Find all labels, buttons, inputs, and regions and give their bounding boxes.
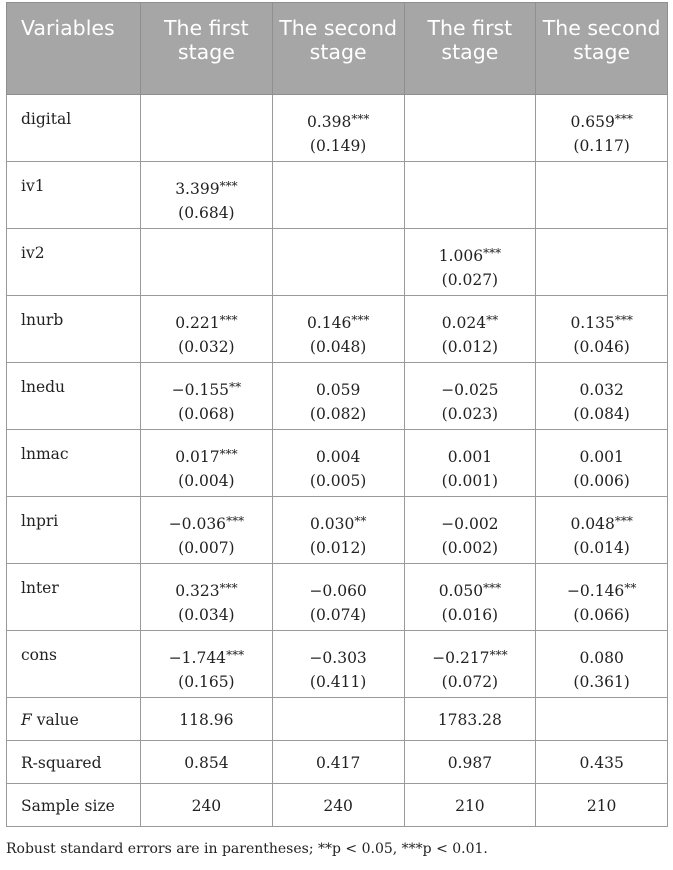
f-letter: F xyxy=(21,711,32,729)
coef: 0.059 xyxy=(315,381,361,399)
cell xyxy=(272,229,404,296)
regression-table-container xyxy=(6,2,667,827)
cell xyxy=(141,229,273,296)
coef: −0.303 xyxy=(309,649,367,667)
table-row xyxy=(7,162,668,229)
std-error: (0.066) xyxy=(573,606,630,624)
r-squared-row xyxy=(7,741,668,784)
significance: *** xyxy=(351,313,370,327)
cell xyxy=(536,497,668,564)
significance: *** xyxy=(351,112,370,126)
header-first-stage-2: The first stage xyxy=(404,3,536,95)
coef: 0.398 xyxy=(306,113,352,131)
row-label: lnurb xyxy=(7,296,141,363)
significance: *** xyxy=(219,447,238,461)
coef: −0.036 xyxy=(168,515,227,533)
cell xyxy=(404,229,536,296)
coef: 0.050 xyxy=(438,582,484,600)
cell xyxy=(404,430,536,497)
coef: 0.001 xyxy=(579,448,624,466)
r-squared-cell: 0.417 xyxy=(272,741,404,784)
significance: *** xyxy=(226,514,245,528)
coef: −0.155 xyxy=(171,381,230,399)
f-label-text: value xyxy=(31,711,79,729)
cell xyxy=(272,162,404,229)
std-error: (0.082) xyxy=(309,405,367,423)
table-body xyxy=(7,95,668,827)
cell xyxy=(536,162,668,229)
row-label: cons xyxy=(7,631,141,698)
coef: 0.080 xyxy=(579,649,624,667)
cell xyxy=(141,363,273,430)
cell xyxy=(536,430,668,497)
std-error: (0.007) xyxy=(178,539,235,557)
std-error: (0.361) xyxy=(573,673,630,691)
cell xyxy=(536,564,668,631)
std-error: (0.006) xyxy=(573,472,630,490)
cell xyxy=(404,95,536,162)
f-value-row xyxy=(7,698,668,741)
cell xyxy=(536,363,668,430)
coef: 0.221 xyxy=(175,314,220,332)
cell xyxy=(404,162,536,229)
header-row xyxy=(7,3,668,95)
coef: 0.659 xyxy=(570,113,615,131)
cell xyxy=(141,631,273,698)
cell xyxy=(404,631,536,698)
significance: ** xyxy=(624,581,637,595)
table-row xyxy=(7,631,668,698)
coef: −0.060 xyxy=(309,582,367,600)
std-error: (0.411) xyxy=(309,673,367,691)
cell xyxy=(272,497,404,564)
coef: 3.399 xyxy=(175,180,220,198)
std-error: (0.048) xyxy=(309,338,367,356)
r-squared-cell: 0.854 xyxy=(141,741,273,784)
sample-size-cell: 210 xyxy=(404,784,536,827)
std-error: (0.165) xyxy=(178,673,235,691)
header-second-stage-1: The second stage xyxy=(272,3,404,95)
significance: ** xyxy=(354,514,367,528)
cell xyxy=(536,95,668,162)
std-error: (0.084) xyxy=(573,405,630,423)
significance: ** xyxy=(229,380,242,394)
sample-size-cell: 240 xyxy=(272,784,404,827)
sample-size-row xyxy=(7,784,668,827)
header-first-stage-1: The first stage xyxy=(141,3,273,95)
r-squared-cell: 0.435 xyxy=(536,741,668,784)
significance: *** xyxy=(219,313,238,327)
cell xyxy=(272,296,404,363)
header-second-stage-2: The second stage xyxy=(536,3,668,95)
coef: −0.025 xyxy=(441,381,499,399)
row-label-sample-size: Sample size xyxy=(7,784,141,827)
coef: 0.146 xyxy=(306,314,352,332)
cell xyxy=(404,564,536,631)
significance: *** xyxy=(614,514,633,528)
cell xyxy=(141,162,273,229)
coef: 0.135 xyxy=(570,314,615,332)
table-footnote: Robust standard errors are in parentheses; **p < 0.05, ***p < 0.01. xyxy=(6,841,488,857)
significance: *** xyxy=(614,112,633,126)
std-error: (0.012) xyxy=(441,338,499,356)
f-value-cell: 1783.28 xyxy=(404,698,536,741)
std-error: (0.001) xyxy=(441,472,499,490)
significance: *** xyxy=(614,313,633,327)
std-error: (0.023) xyxy=(441,405,499,423)
std-error: (0.032) xyxy=(178,338,235,356)
row-label-f-value xyxy=(7,698,141,741)
header-variables: Variables xyxy=(7,3,141,95)
row-label: lnter xyxy=(7,564,141,631)
std-error: (0.149) xyxy=(309,137,367,155)
std-error: (0.027) xyxy=(441,271,499,289)
std-error: (0.117) xyxy=(573,137,630,155)
significance: *** xyxy=(483,581,502,595)
coef: 0.048 xyxy=(570,515,615,533)
std-error: (0.016) xyxy=(441,606,499,624)
cell xyxy=(141,95,273,162)
cell xyxy=(141,564,273,631)
cell xyxy=(536,296,668,363)
std-error: (0.684) xyxy=(178,204,235,222)
coef: −0.002 xyxy=(441,515,499,533)
table-row xyxy=(7,296,668,363)
std-error: (0.074) xyxy=(309,606,367,624)
significance: *** xyxy=(483,246,502,260)
f-value-cell xyxy=(536,698,668,741)
row-label: digital xyxy=(7,95,141,162)
cell xyxy=(141,497,273,564)
std-error: (0.068) xyxy=(178,405,235,423)
sample-size-cell: 210 xyxy=(536,784,668,827)
cell xyxy=(272,564,404,631)
sample-size-cell: 240 xyxy=(141,784,273,827)
std-error: (0.014) xyxy=(573,539,630,557)
table-row xyxy=(7,497,668,564)
cell xyxy=(141,296,273,363)
coef: −0.217 xyxy=(432,649,490,667)
coef: 0.032 xyxy=(579,381,624,399)
cell xyxy=(272,95,404,162)
table-row xyxy=(7,430,668,497)
coef: 0.017 xyxy=(175,448,220,466)
coef: 0.323 xyxy=(175,582,220,600)
std-error: (0.005) xyxy=(309,472,367,490)
coef: −0.146 xyxy=(566,582,625,600)
std-error: (0.034) xyxy=(178,606,235,624)
significance: *** xyxy=(489,648,508,662)
cell xyxy=(404,497,536,564)
coef: −1.744 xyxy=(168,649,227,667)
row-label: iv1 xyxy=(7,162,141,229)
cell xyxy=(141,430,273,497)
row-label: lnedu xyxy=(7,363,141,430)
table-row xyxy=(7,229,668,296)
table-row xyxy=(7,363,668,430)
cell xyxy=(272,430,404,497)
coef: 1.006 xyxy=(438,247,484,265)
f-value-cell xyxy=(272,698,404,741)
table-row xyxy=(7,564,668,631)
cell xyxy=(272,631,404,698)
cell xyxy=(272,363,404,430)
regression-table xyxy=(6,2,668,827)
coef: 0.024 xyxy=(441,314,487,332)
coef: 0.004 xyxy=(315,448,361,466)
significance: *** xyxy=(226,648,245,662)
coef: 0.001 xyxy=(447,448,493,466)
cell xyxy=(404,363,536,430)
std-error: (0.012) xyxy=(309,539,367,557)
cell xyxy=(404,296,536,363)
cell xyxy=(536,631,668,698)
row-label: lnmac xyxy=(7,430,141,497)
f-value-cell: 118.96 xyxy=(141,698,273,741)
std-error: (0.002) xyxy=(441,539,499,557)
significance: *** xyxy=(219,581,238,595)
std-error: (0.004) xyxy=(178,472,235,490)
significance: ** xyxy=(486,313,499,327)
significance: *** xyxy=(219,179,238,193)
row-label-r-squared: R-squared xyxy=(7,741,141,784)
r-squared-cell: 0.987 xyxy=(404,741,536,784)
std-error: (0.072) xyxy=(441,673,499,691)
row-label: iv2 xyxy=(7,229,141,296)
coef: 0.030 xyxy=(309,515,355,533)
table-row xyxy=(7,95,668,162)
std-error: (0.046) xyxy=(573,338,630,356)
row-label: lnpri xyxy=(7,497,141,564)
cell xyxy=(536,229,668,296)
